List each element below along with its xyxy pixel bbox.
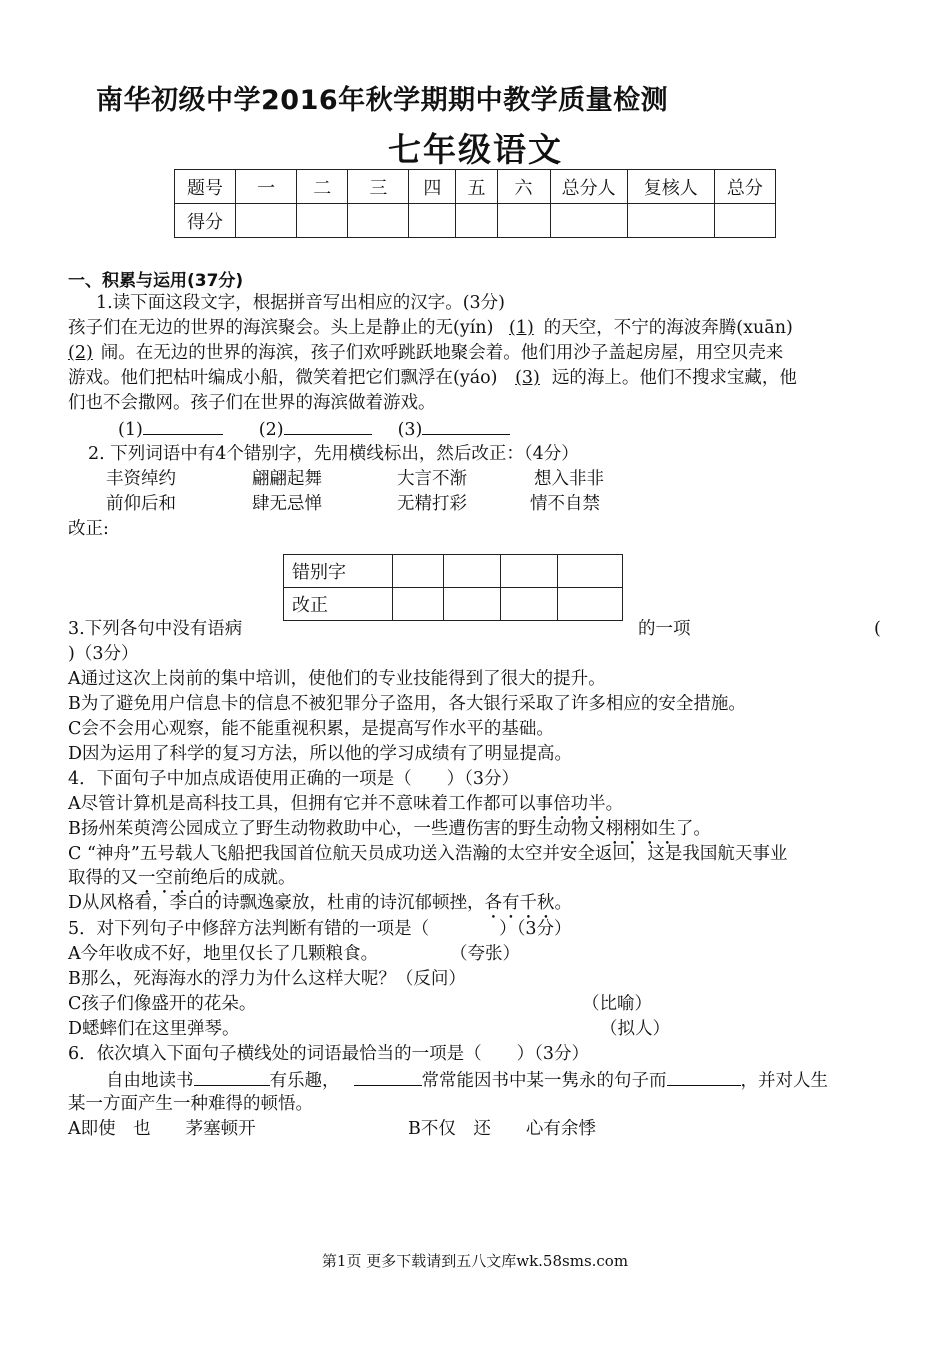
q1-line2 (68, 341, 783, 365)
score-input-cell[interactable] (714, 204, 775, 238)
q3-option-a: A通过这次上岗前的集中培训，使他们的专业技能得到了很大的提升。 (68, 669, 606, 689)
q4-dotted-idiom: 各有千秋 (484, 893, 555, 913)
q2-word: 翩翩起舞 (252, 469, 322, 489)
score-cell: 题号 (175, 170, 236, 204)
q2-table-label: 改正 (284, 588, 393, 621)
q6-text: 自由地读书 (106, 1071, 194, 1091)
score-cell: 四 (409, 170, 456, 204)
score-table-header-row (175, 170, 776, 204)
q2-table-cell[interactable] (501, 555, 558, 588)
q4-text: 了。 (675, 819, 711, 839)
q5-option-d: D蟋蟀们在这里弹琴。 (68, 1019, 240, 1039)
q2-table-cell[interactable] (393, 588, 443, 621)
q6-prompt: 6．依次填入下面句子横线处的词语最恰当的一项是（ ）（3分） (68, 1044, 590, 1064)
score-input-cell[interactable] (550, 204, 627, 238)
q6-blank-3[interactable] (667, 1067, 741, 1086)
q1-answer-label: (2) (258, 420, 284, 440)
score-cell: 一 (236, 170, 297, 204)
q1-line1 (68, 316, 793, 340)
q2-word: 大言不渐 (397, 469, 467, 489)
score-cell: 二 (297, 170, 348, 204)
score-input-cell[interactable] (297, 204, 348, 238)
q5-option-d-tag: （拟人） (600, 1019, 670, 1039)
q2-correction-table (283, 554, 623, 621)
score-input-cell[interactable] (236, 204, 297, 238)
score-input-cell[interactable] (456, 204, 497, 238)
q3-answer-paren[interactable]: ( (874, 619, 881, 639)
score-table (174, 169, 776, 238)
q2-table-cell[interactable] (501, 588, 558, 621)
q5-option-c: C孩子们像盛开的花朵。 (68, 994, 257, 1014)
q2-table-cell[interactable] (443, 555, 500, 588)
score-input-cell[interactable] (409, 204, 456, 238)
q2-word: 肆无忌惮 (252, 494, 322, 514)
score-cell: 复核人 (627, 170, 714, 204)
q4-dotted-idiom: 一空前绝后 (138, 868, 226, 888)
q4-text: A尽管计算机是高科技工具，但拥有它并不意味着工作都可以 (68, 794, 536, 814)
q6-blank-1[interactable] (194, 1067, 270, 1086)
q1-prompt: 1.读下面这段文字，根据拼音写出相应的汉字。(3分) (96, 293, 505, 313)
q1-text: 闹。在无边的世界的海滨，孩子们欢呼跳跃地聚会着。他们用沙子盖起房屋，用空贝壳来 (100, 343, 784, 363)
q5-option-b: B那么，死海海水的浮力为什么这样大呢？（反问） (68, 969, 466, 989)
score-input-cell[interactable] (348, 204, 409, 238)
q4-prompt: 4．下面句子中加点成语使用正确的一项是（ ）（3分） (68, 769, 520, 789)
q6-text: 常常能因书中某一隽永的句子而 (421, 1071, 667, 1091)
q1-answer-blank-1[interactable] (143, 416, 223, 435)
q2-fix-label: 改正: (68, 519, 109, 539)
score-cell: 得分 (175, 204, 236, 238)
q1-answer-blank-3[interactable] (422, 416, 510, 435)
q1-text: 远的海上。他们不搜求宝藏，他 (551, 368, 797, 388)
q1-blank-2[interactable]: (2) (68, 343, 93, 363)
q1-text: 的天空，不宁的海波奔腾(xuān) (543, 318, 793, 338)
page-footer: 第1页 更多下载请到五八文库wk.58sms.com (321, 1252, 629, 1270)
q1-answers (118, 416, 510, 442)
q1-answer-label: (3) (397, 420, 423, 440)
q4-text: 。 (554, 893, 573, 913)
q6-line1 (106, 1067, 828, 1093)
q2-word: 情不自禁 (530, 494, 600, 514)
q6-option-a: A即使 也 茅塞顿开 (68, 1119, 256, 1139)
score-cell: 六 (497, 170, 550, 204)
q2-prompt: 2. 下列词语中有4个错别字，先用横线标出，然后改正：（4分） (88, 444, 579, 464)
q2-word: 前仰后和 (106, 494, 176, 514)
q6-text: ，并对人生 (740, 1071, 828, 1091)
q3-prompt-c: )（3分） (68, 644, 139, 664)
q6-blank-2[interactable] (354, 1067, 422, 1086)
score-input-cell[interactable] (497, 204, 550, 238)
score-cell: 总分 (714, 170, 775, 204)
q4-text: 取得的又 (68, 868, 138, 888)
q2-table-row (284, 588, 623, 621)
q4-text: 的成就。 (225, 868, 296, 888)
q6-option-b: B不仅 还 心有余悸 (408, 1119, 596, 1139)
q1-line3 (68, 366, 797, 390)
q1-blank-3[interactable]: (3) (515, 368, 540, 388)
q2-table-label: 错别字 (284, 555, 393, 588)
score-cell: 三 (348, 170, 409, 204)
q1-answer-label: (1) (118, 420, 143, 440)
school-title: 南华初级中学2016年秋学期期中教学质量检测 (96, 85, 669, 116)
score-input-cell[interactable] (627, 204, 714, 238)
q2-table-cell[interactable] (558, 555, 623, 588)
q1-blank-1[interactable]: (1) (509, 318, 534, 338)
q1-text: 游戏。他们把枯叶编成小船，微笑着把它们飘浮在(yáo) (68, 368, 498, 388)
q2-table-cell[interactable] (393, 555, 443, 588)
q2-table-cell[interactable] (443, 588, 500, 621)
q3-option-b: B为了避免用户信息卡的信息不被犯罪分子盗用，各大银行采取了许多相应的安全措施。 (68, 694, 746, 714)
q5-option-a-tag: （夸张） (450, 944, 520, 964)
q2-table-row (284, 555, 623, 588)
q1-line4: 们也不会撒网。孩子们在世界的海滨做着游戏。 (68, 393, 436, 413)
q5-option-a: A今年收成不好，地里仅长了几颗粮食。 (68, 944, 379, 964)
q2-word: 想入非非 (534, 469, 604, 489)
section-title: 一、积累与运用(37分) (68, 271, 244, 291)
score-cell: 总分人 (550, 170, 627, 204)
q4-text: B扬州茱萸湾公园成立了野生动物救助中心，一些遭伤害的野生动物又 (68, 819, 606, 839)
q2-word: 无精打彩 (397, 494, 467, 514)
score-cell: 五 (456, 170, 497, 204)
q4-dotted-idiom: 事倍功半 (535, 794, 606, 814)
q2-table-cell[interactable] (558, 588, 623, 621)
q4-text: D从风格看，李白的诗飘逸豪放，杜甫的诗沉郁顿挫， (68, 893, 485, 913)
q5-option-c-tag: （比喻） (582, 994, 652, 1014)
q3-option-d: D因为运用了科学的复习方法，所以他的学习成绩有了明显提高。 (68, 744, 573, 764)
subject-title: 七年级语文 (388, 130, 563, 169)
q4-option-c-line1: C “神舟”五号载人飞船把我国首位航天员成功送入浩瀚的太空并安全返回，这是我国航天事业 (68, 844, 788, 864)
score-table-score-row (175, 204, 776, 238)
q4-text: 。 (605, 794, 624, 814)
q1-answer-blank-2[interactable] (284, 416, 372, 435)
q5-prompt: 5．对下列句子中修辞方法判断有错的一项是（ ）（3分） (68, 919, 572, 939)
q4-dotted-idiom: 栩栩如生 (605, 819, 676, 839)
q6-text: 有乐趣， (269, 1071, 340, 1091)
q1-text: 孩子们在无边的世界的海滨聚会。头上是静止的无(yín) (68, 318, 494, 338)
q3-option-c: C会不会用心观察，能不能重视积累，是提高写作水平的基础。 (68, 719, 554, 739)
q3-prompt-b: 的一项 (638, 619, 691, 639)
q6-line2: 某一方面产生一种难得的顿悟。 (68, 1094, 313, 1114)
q2-word: 丰资绰约 (106, 469, 176, 489)
q3-prompt-a: 3.下列各句中没有语病 (68, 619, 243, 639)
